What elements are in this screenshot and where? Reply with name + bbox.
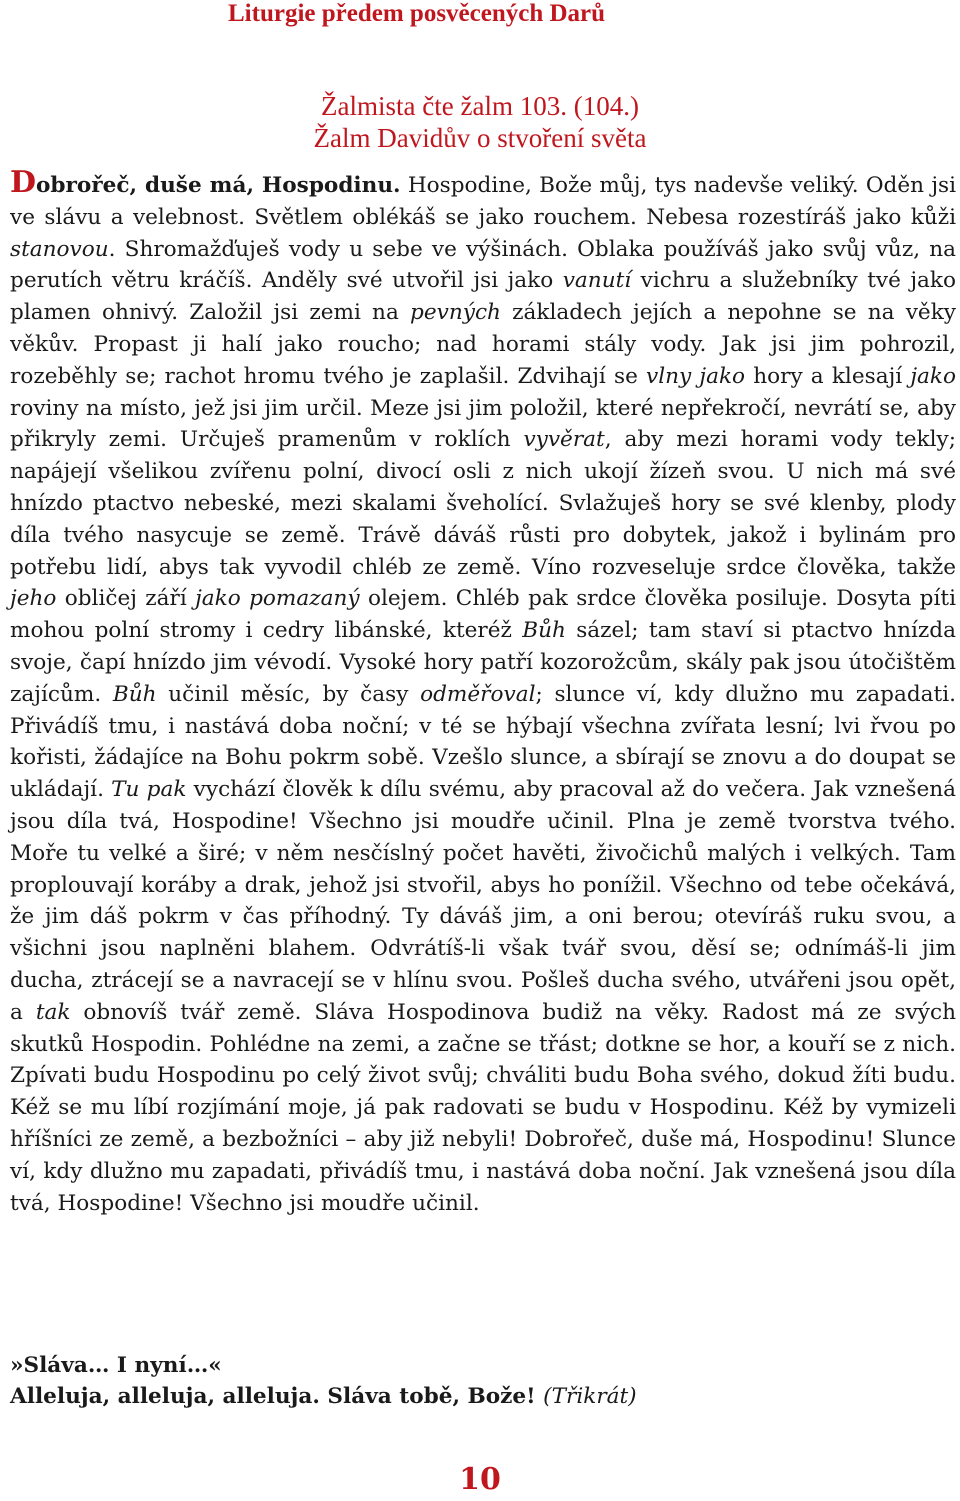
psalm-italic-phrase: jako pomazaný bbox=[195, 586, 360, 612]
psalm-italic-phrase: Tu pak bbox=[111, 777, 187, 803]
psalm-text-run: obnovíš tvář země. Sláva Hospodinova budiž na věky. Radost má ze svých skutků Hospodin. Pohlédne na zemi, a začne se třást; dotkne se hor, a kouří se z nich. Zpívati budu Hospodinu po celý život svůj; chváliti budu Boha svého, dokud žíti budu. Kéž se mu líbí rozjímání moje, já pak radovati se budu v Hospodinu. Kéž by vymizeli hříšníci ze země, a bezbožníci – aby již nebyli! Dobrořeč, duše má, Hospodinu! Slunce ví, kdy dlužno mu zapadati, přivádíš tmu, i nastává doba noční. Jak vznešená jsou díla tvá, Hospodine! Všechno jsi moudře učinil. bbox=[10, 999, 956, 1216]
psalm-text-run: vychází člověk k dílu svému, aby pracoval až do večera. Jak vznešená jsou díla tvá, Hospodine! Všechno jsi moudře učinil. Plna je země tvorstva tvého. Moře tu velké a širé; v něm nesčíslný počet havěti, živočichů malých i velkých. Tam proplouvají koráby a drak, jehož jsi stvořil, abys ho ponížil. Všechno od tebe očekává, že jim dáš pokrm v čas příhodný. Ty dáváš jim, a oni berou; otevíráš ruku svou, a všichni jsou naplněni blahem. Odvrátíš-li však tvář svou, děsí se; odnímáš-li jim ducha, ztrácejí se a navracejí se v hlínu svou. Pošleš ducha svého, utvářeni jsou opět, a bbox=[10, 777, 956, 1025]
psalm-italic-phrase: stanovou bbox=[10, 236, 109, 262]
psalm-text-run: olejem. Chléb pak srdce člověka posiluje. Dosyta píti mohou polní stromy i cedry libánské, kteréž bbox=[10, 586, 956, 644]
response-text: Alleluja, alleluja, alleluja. Sláva tobě, Bože! bbox=[10, 1384, 536, 1409]
psalm-intro: obrořeč, duše má, Hospodinu. bbox=[36, 173, 401, 198]
psalm-italic-phrase: jeho bbox=[10, 586, 57, 612]
psalm-italic-phrase: jako bbox=[910, 363, 956, 389]
psalm-text-run: obličej září bbox=[56, 586, 196, 612]
psalm-text-run: , aby mezi horami vody tekly; napájejí všelikou zvířenu polní, divocí osli z nich ukojí žízeň svou. U nich má své hnízdo ptactvo nebeské, mezi skalami šveholící. Svlažuješ hory se své klenby, plody díla tvého nasycuje se země. Trávě dáváš růsti pro dobytek, jakož i bylinám pro potřebu lidí, abys tak vyvodil chléb ze země. Víno rozveseluje srdce člověka, takže bbox=[10, 427, 956, 580]
psalm-italic-phrase: Bůh bbox=[112, 681, 157, 707]
psalm-verses bbox=[10, 173, 956, 1216]
psalm-italic-phrase: odměřoval bbox=[420, 681, 536, 707]
psalm-text-run: ; slunce ví, kdy dlužno mu zapadati. Přivádíš tmu, i nastává doba noční; v té se hýbají všechna zvířata lesní; lvi řvou po kořisti, žádajíce na Bohu pokrm sobě. Vzešlo slunce, a sbírají se znovu a do doupat se ukládají. bbox=[10, 681, 957, 803]
psalm-text-run: roviny na místo, jež jsi jim určil. Meze jsi jim položil, které nepřekročí, nevrátí se, aby přikryly zemi. Určuješ pramenům v roklích bbox=[10, 395, 956, 453]
psalm-text-run: . Shromažďuješ vody u sebe ve výšinách. Oblaka používáš jako svůj vůz, na perutích větru kráčíš. Anděly své utvořil jsi jako bbox=[10, 236, 956, 294]
psalm-text-run: hory a klesají bbox=[745, 363, 911, 389]
psalm-heading-line-1: Žalmista čte žalm 103. (104.) bbox=[321, 91, 639, 121]
psalm-text-run: učinil měsíc, by časy bbox=[156, 681, 421, 707]
psalm-text-run: sázel; tam staví si ptactvo hnízda svoje, čapí hnízdo jim vévodí. Vysoké hory patří kozorožcům, skály pak jsou útočištěm zajícům. bbox=[10, 618, 956, 707]
response-rubric: (Třikrát) bbox=[543, 1384, 637, 1409]
psalm-italic-phrase: vanutí bbox=[562, 268, 632, 294]
psalm-italic-phrase: pevných bbox=[410, 300, 501, 326]
page-header-title: Liturgie předem posvěcených Darů bbox=[228, 0, 606, 27]
doxology: »Sláva… I nyní…« bbox=[10, 1353, 222, 1378]
psalm-text-run: vichru a služebníky tvé jako plamen ohnivý. Založil jsi zemi na bbox=[10, 268, 957, 326]
psalm-text bbox=[10, 165, 957, 1219]
psalm-italic-phrase: vlny jako bbox=[646, 363, 746, 389]
psalm-text-run: Hospodine, Bože můj, tys nadevše veliký. Oděn jsi ve slávu a velebnost. Světlem oblékáš se jako rouchem. Nebesa rozestíráš jako kůži bbox=[10, 173, 956, 230]
psalm-italic-phrase: Bůh bbox=[522, 618, 566, 644]
psalm-heading-line-2: Žalm Davidův o stvoření světa bbox=[313, 123, 647, 153]
psalm-italic-phrase: vyvěrat bbox=[523, 427, 605, 453]
psalm-italic-phrase: tak bbox=[35, 999, 71, 1025]
psalm-text-run: základech jejích a nepohne se na věky věkův. Propast ji halí jako roucho; nad horami stály vody. Jak jsi jim pohrozil, rozeběhly se; rachot hromu tvého je zaplašil. Zdvihají se bbox=[10, 300, 956, 389]
psalm-heading bbox=[0, 90, 960, 154]
drop-cap: D bbox=[10, 165, 37, 200]
page-number: 10 bbox=[459, 1462, 501, 1497]
response-line bbox=[10, 1381, 956, 1413]
